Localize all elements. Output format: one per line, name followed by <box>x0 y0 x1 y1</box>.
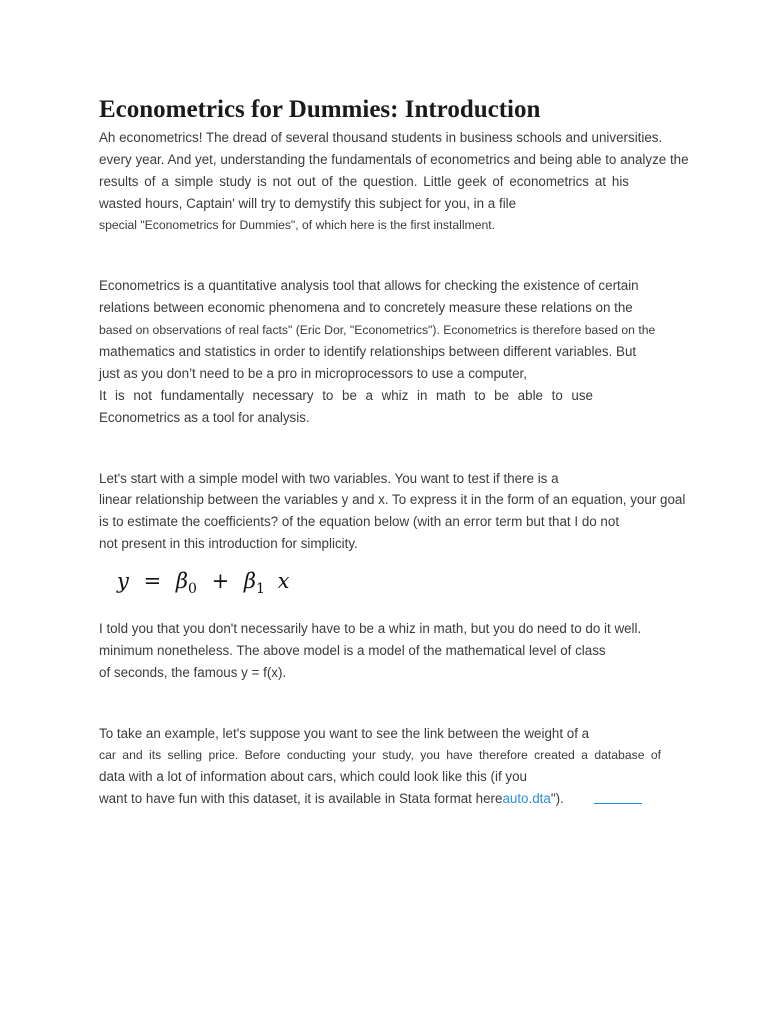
link-underline-mark <box>594 803 642 804</box>
paragraph-1-line-2: every year. And yet, understanding the fundamentals of econometrics and being able to analyze the <box>99 152 689 167</box>
equation-x: x <box>277 569 290 593</box>
paragraph-2-line-2: relations between economic phenomena and to concretely measure these relations on the <box>99 300 633 315</box>
paragraph-4-line-3: of seconds, the famous y = f(x). <box>99 665 287 680</box>
paragraph-3-line-4: not present in this introduction for simplicity. <box>99 536 358 551</box>
paragraph-5-line-2: car and its selling price. Before conducting your study, you have therefore created a database of <box>99 748 661 762</box>
equation-y: y <box>117 569 129 593</box>
paragraph-5-line-4 <box>99 789 564 809</box>
equation-equals: = <box>143 569 162 593</box>
paragraph-3-line-2: linear relationship between the variables y and x. To express it in the form of an equation, your goal <box>99 492 686 507</box>
paragraph-2-line-1: Econometrics is a quantitative analysis tool that allows for checking the existence of certain <box>99 278 639 293</box>
equation-beta1-subscript: 1 <box>256 581 265 597</box>
paragraph-2-line-3: based on observations of real facts" (Eric Dor, "Econometrics"). Econometrics is therefore based on the <box>99 323 656 337</box>
paragraph-1-line-1: Ah econometrics! The dread of several thousand students in business schools and universities. <box>99 130 663 145</box>
paragraph-2-line-5: just as you don’t need to be a pro in microprocessors to use a computer, <box>99 366 527 381</box>
paragraph-3-line-1: Let's start with a simple model with two variables. You want to test if there is a <box>99 471 559 486</box>
paragraph-5-line-1: To take an example, let's suppose you want to see the link between the weight of a <box>99 726 590 741</box>
paragraph-1-line-4: wasted hours, Captain' will try to demystify this subject for you, in a file <box>99 196 517 211</box>
paragraph-4-line-2: minimum nonetheless. The above model is a model of the mathematical level of class <box>99 643 606 658</box>
paragraph-5-line-4-after-link: "). <box>550 791 564 806</box>
paragraph-1-line-5: special "Econometrics for Dummies", of which here is the first installment. <box>99 218 496 232</box>
equation-plus: + <box>211 569 230 593</box>
equation-beta1: β <box>243 569 257 593</box>
paragraph-3-line-3: is to estimate the coefficients? of the equation below (with an error term but that I do not <box>99 514 620 529</box>
auto-dta-link[interactable]: auto.dta <box>502 791 551 806</box>
paragraph-5-line-4-text: want to have fun with this dataset, it is available in Stata format here <box>99 791 503 806</box>
equation-beta0-subscript: 0 <box>188 581 197 597</box>
regression-equation <box>117 566 290 604</box>
paragraph-1-line-3: results of a simple study is not out of the question. Little geek of econometrics at his <box>99 174 629 189</box>
paragraph-4-line-1: I told you that you don't necessarily have to be a whiz in math, but you do need to do it well. <box>99 621 642 636</box>
page-title: Econometrics for Dummies: Introduction <box>99 96 541 123</box>
paragraph-2-line-4: mathematics and statistics in order to identify relationships between different variables. But <box>99 344 637 359</box>
paragraph-2-line-6: It is not fundamentally necessary to be a whiz in math to be able to use <box>99 388 593 403</box>
paragraph-2-line-7: Econometrics as a tool for analysis. <box>99 410 310 425</box>
equation-beta0: β <box>175 569 188 593</box>
paragraph-5-line-3: data with a lot of information about cars, which could look like this (if you <box>99 769 527 784</box>
